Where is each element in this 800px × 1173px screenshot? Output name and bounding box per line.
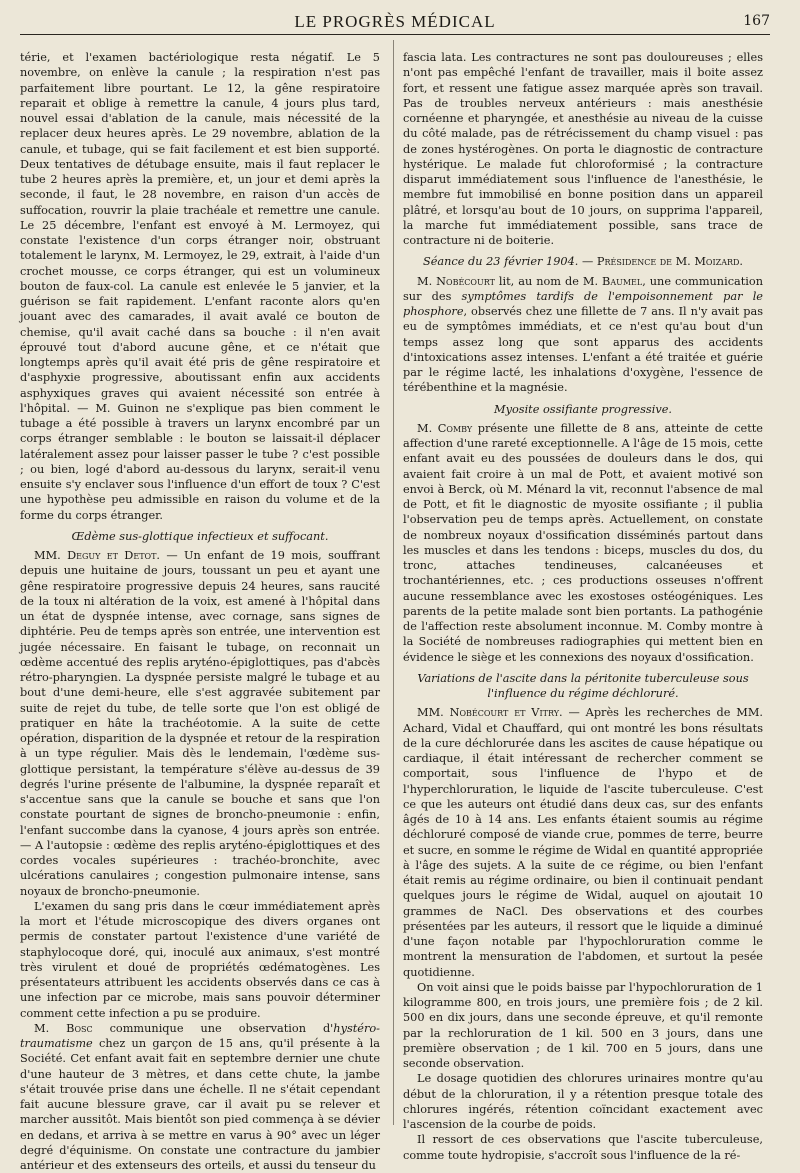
paragraph: M. Bosc communique une observation d'hystéro-traumatisme chez un garçon de 15 ans, qu'il présente à la Société. Cet enfant avait fait en septembre dernier une chute d'une hauteur de 3 mètres, et dans cette chute, la jambe s'était trouvée prise dans une échelle. Il ne s'était cependant fait aucune blessure grave, car il avait pu se relever et marcher aussitôt. Mais bientôt son pied commença à se dévier en dedans, et arriva à se mettre en varus à 90° avec un léger degré d'équinisme. On constate une contracture du jambier antérieur et des extenseurs des orteils, et aussi du tenseur du <box>20 1021 380 1172</box>
paragraph: Le dosage quotidien des chlorures urinaires montre qu'au début de la chloruration, il y a rétention presque totale des chlorures ingérés, rétention coïncidant exactement avec l'ascension de la courbe de poids. <box>403 1072 763 1131</box>
right-column <box>403 50 763 1163</box>
paragraph: On voit ainsi que le poids baisse par l'hypochloruration de 1 kilogramme 800, en trois jours, une première fois ; de 2 kil. 500 en dix jours, dans une seconde épreuve, et qu'il remonte par la rechloruration de 1 kil. 500 en 3 jours, dans une première observation ; de 1 kil. 700 en 5 jours, dans une seconde observation. <box>403 980 763 1070</box>
paragraph: térie, et l'examen bactériologique resta négatif. Le 5 novembre, on enlève la canule ; la respiration n'est pas parfaitement libre pourtant. Le 12, la gêne respiratoire reparait et oblige à remettre la canule, 4 jours plus tard, nouvel essai d'ablation de la canule, mais nécessité de la replacer deux heures après. Le 29 novembre, ablation de la canule, et tubage, qui se fait facilement et est bien supporté. Deux tentatives de détubage ensuite, mais il faut replacer le tube 2 heures après la première, et, un jour et demi après la seconde, il faut, le 28 novembre, en raison d'un accès de suffocation, rouvrir la plaie trachéale et remettre une canule. Le 25 décembre, l'enfant est envoyé à M. Lermoyez, qui constate l'existence d'un corps étranger noir, obstruant totalement le larynx, M. Lermoyez, le 29, extrait, à l'aide d'un crochet mousse, ce corps étranger, qui est un volumineux bouton de faux-col. La canule est enlevée le 5 janvier, et la guérison se fait rapidement. L'enfant raconte alors qu'en jouant avec des camarades, il avait avalé ce bouton de chemise, qu'il avait caché dans sa bouche : il n'en avait éprouvé tout d'abord aucune gêne, et ce n'était que longtemps après qu'il avait été pris de gêne respiratoire et d'asphyxie progressive, aboutissant enfin aux accidents asphyxiques graves qui avaient nécessité son entrée à l'hôpital. — M. Guinon ne s'explique pas bien comment le tubage a été possible à travers un larynx encombré par un corps étranger semblable : le bouton se laissait-il déplacer latéralement assez pour laisser passer le tube ? c'est possible ; ou bien, logé d'abord au-dessous du larynx, serait-il venu ensuite s'y enclaver sous l'influence d'un effort de toux ? C'est une hypothèse peu admissible en raison du volume et de la forme du corps étranger. <box>20 51 380 522</box>
journal-title: LE PROGRÈS MÉDICAL <box>294 12 496 31</box>
paragraph: M. Nobécourt lit, au nom de M. Baumel, une communication sur des symptômes tardifs de l'empoisonnement par le phosphore, observés chez une fillette de 7 ans. Il n'y avait pas eu de symptômes immédiats, et ce n'est qu'au bout d'un temps assez long que sont apparus des accidents d'intoxications assez intenses. L'enfant a été traitée et guérie par le régime lacté, les inhalations d'oxygène, l'essence de térébenthine et la magnésie. <box>403 274 763 395</box>
section-heading: Œdème sus-glottique infectieux et suffocant. <box>71 529 329 543</box>
author-name: M. Bosc <box>34 1021 93 1035</box>
paragraph: L'examen du sang pris dans le cœur immédiatement après la mort et l'étude microscopique des divers organes ont permis de constater partout l'existence d'une variété de staphylocoque doré, qui, inoculé aux animaux, s'est montré très virulent et doué de propriétés œdématogènes. Les présentateurs attribuent les accidents observés dans ce cas à une infection par ce microbe, mais sans pouvoir déterminer comment cette infection a pu se produire. <box>20 899 380 1020</box>
page-number: 167 <box>743 13 770 29</box>
running-header <box>20 10 770 35</box>
author-name: M. Nobécourt <box>417 274 495 288</box>
paragraph: MM. Nobécourt et Vitry. — Après les recherches de MM. Achard, Vidal et Chauffard, qui ont montré les bons résultats de la cure déchlorurée dans les ascites de cause hépatique ou cardiaque, il était intéressant de rechercher comment se comportait, sous l'influence de l'hypo et de l'hyperchloruration, le liquide de l'ascite tuberculeuse. C'est ce que les auteurs ont étudié dans deux cas, sur des enfants âgés de 10 à 14 ans. Les enfants étaient soumis au régime déchloruré composé de viande crue, pommes de terre, beurre et sucre, en somme le régime de Widal en quantité appropriée à l'âge des sujets. A la suite de ce régime, ou bien l'enfant était remis au régime ordinaire, ou bien il continuait pendant quelques jours le régime de Widal, auquel on ajoutait 10 grammes de NaCl. Des observations et des courbes présentées par les auteurs, il ressort que le liquide a diminué d'une façon notable par l'hypochloruration comme le montrent la mensuration de l'abdomen, et surtout la pesée quotidienne. <box>403 706 764 979</box>
section-heading: Myosite ossifiante progressive. <box>494 402 672 416</box>
section-heading: Variations de l'ascite dans la péritonite tuberculeuse sous l'influence du régime déchloruré. <box>417 671 749 700</box>
author-name: M. Comby <box>417 421 473 435</box>
left-column <box>20 50 380 1173</box>
column-divider <box>393 40 394 1125</box>
paragraph: M. Comby présente une fillette de 8 ans, atteinte de cette affection d'une rareté exceptionnelle. A l'âge de 15 mois, cette enfant avait eu des poussées de douleurs dans le dos, qui avaient fait croire à un mal de Pott, et avaient motivé son envoi à Berck, où M. Ménard la vit, reconnut l'absence de mal de Pott, et fit le diagnostic de myosite ossifiante ; il publia l'observation peu de temps après. Actuellement, on constate de nombreux noyaux d'ossification disséminés partout dans les muscles et dans les tendons : biceps, muscles du dos, du tronc, attaches tendineuses, calcanéeuses et trochantériennes, etc. ; ces productions osseuses n'offrent aucune ressemblance avec les exostoses ostéogéniques. Les parents de la petite malade sont bien portants. La pathogénie de l'affection reste absolument inconnue. M. Comby montre à la Société de nombreuses radiographies qui mettent bien en évidence le siège et les connexions des noyaux d'ossification. <box>403 421 763 664</box>
paragraph: fascia lata. Les contractures ne sont pas douloureuses ; elles n'ont pas empêché l'enfant de travailler, mais il boite assez fort, et ressent une fatigue assez marquée après son travail. Pas de troubles nerveux antérieurs : mais anesthésie cornéenne et pharyngée, et anesthésie au niveau de la cuisse du côté malade, pas de rétrécissement du champ visuel : pas de zones hystérogènes. On porta le diagnostic de contracture hystérique. Le malade fut chloroformisé ; la contracture disparut immédiatement sous l'influence de l'anesthésie, le membre fut immobilisé en bonne position dans un appareil plâtré, et lorsqu'au bout de 10 jours, on supprima l'appareil, la marche fut immédiatement possible, sans trace de contracture ni de boiterie. <box>403 51 763 247</box>
paragraph: Il ressort de ces observations que l'ascite tuberculeuse, comme toute hydropisie, s'accroît sous l'influence de la ré- <box>403 1133 763 1162</box>
paragraph: MM. Deguy et Detot. — Un enfant de 19 mois, souffrant depuis une huitaine de jours, toussant un peu et ayant une gêne respiratoire progressive depuis 24 heures, sans raucité de la toux ni altération de la voix, est amené à l'hôpital dans un état de dyspnée intense, avec cornage, sans signes de diphtérie. Peu de temps après son entrée, une intervention est jugée nécessaire. En faisant le tubage, on reconnait un œdème accentué des replis aryténo-épiglottiques, pas d'abcès rétro-pharyngien. La dyspnée persiste malgré le tubage et au bout d'une demi-heure, elle s'est aggravée subitement par suite de rejet du tube, de telle sorte que l'on est obligé de pratiquer en hâte la trachéotomie. A la suite de cette opération, disparition de la dyspnée et retour de la respiration à un type régulier. Mais dès le lendemain, l'œdème sus-glottique persistant, la température s'élève au-dessus de 39 degrés l'urine présente de l'albumine, la dyspnée reparaît et s'accentue sans que la canule se bouche et sans que l'on constate pourtant de signes de broncho-pneumonie : enfin, l'enfant succombe dans la cyanose, 4 jours après son entrée. — A l'autopsie : œdème des replis aryténo-épiglottiques et des cordes vocales supérieures : trachéo-bronchite, avec ulcérations canulaires ; congestion pulmonaire intense, sans noyaux de broncho-pneumonie. <box>20 549 380 898</box>
session-heading: Séance du 23 février 1904. — Présidence de M. Moizard. <box>422 255 744 269</box>
author-names: MM. Deguy et Detot. <box>34 549 161 562</box>
author-names: MM. Nobécourt et Vitry. <box>417 706 563 720</box>
